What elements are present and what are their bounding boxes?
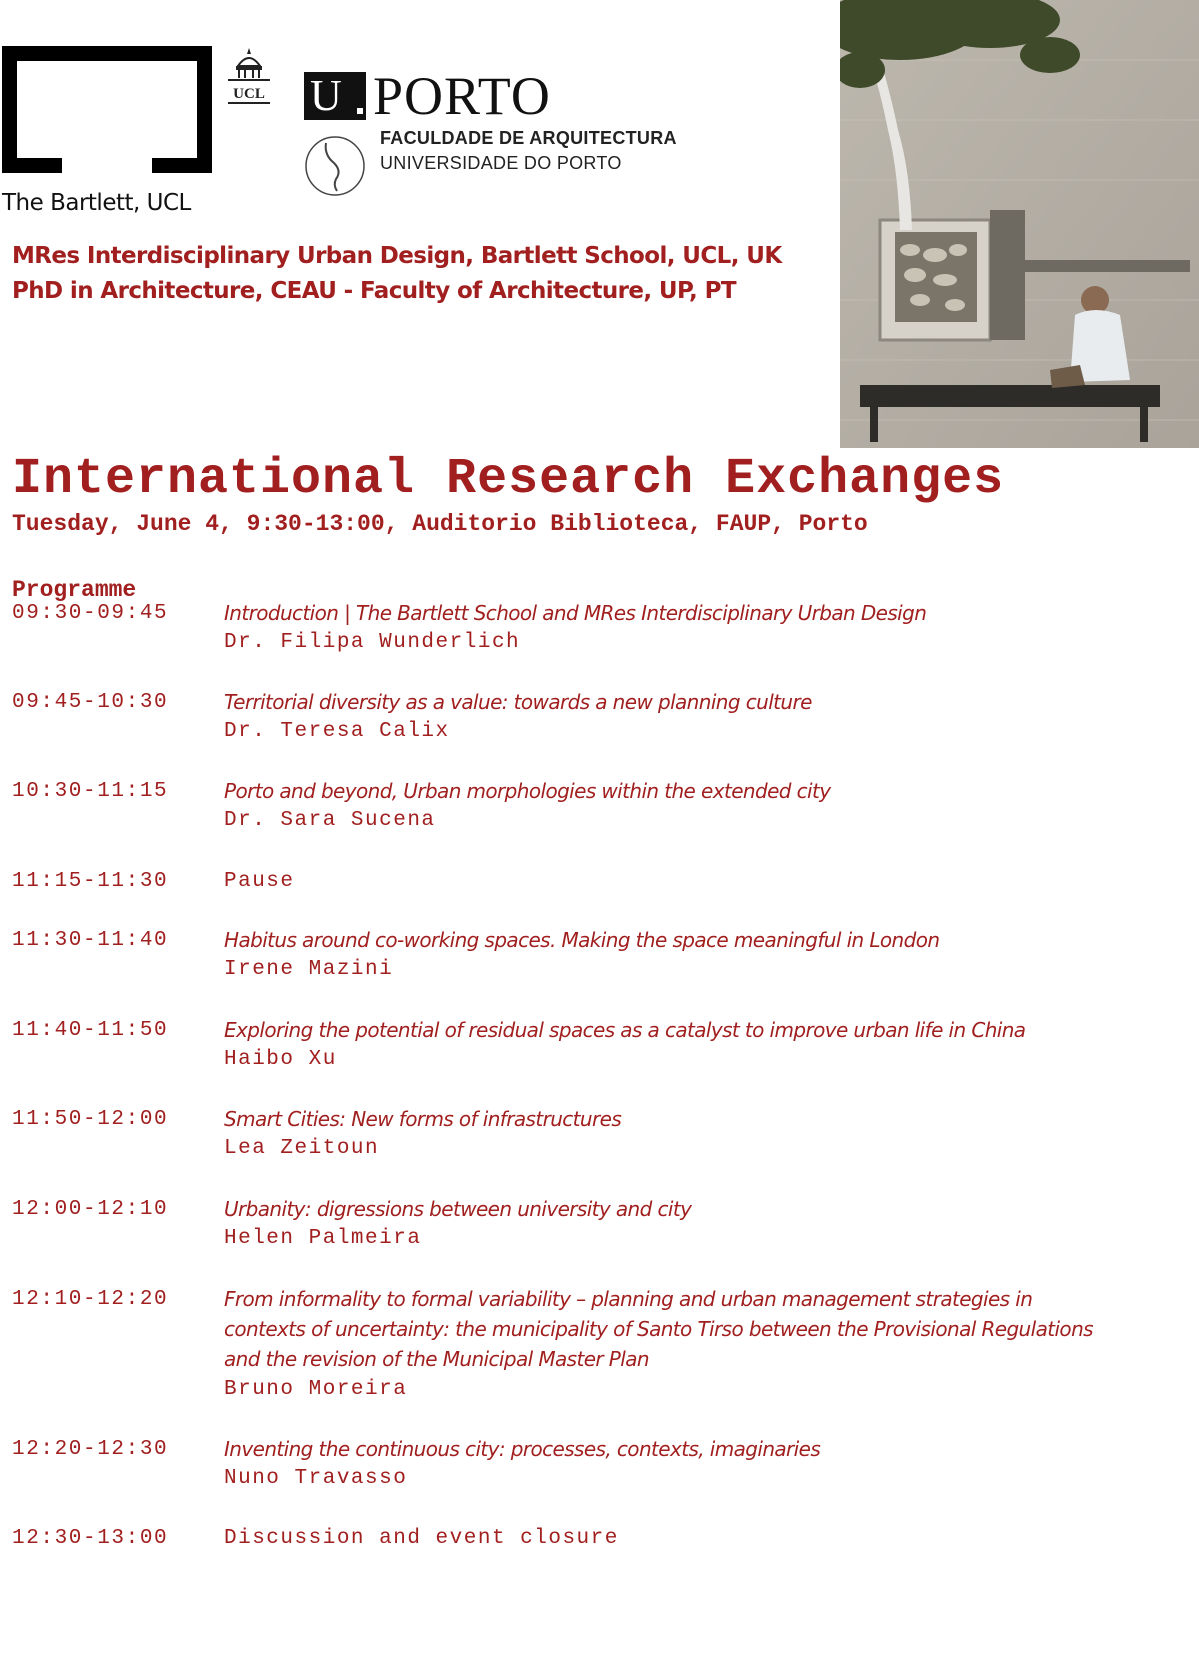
faup-emblem-icon xyxy=(304,135,366,197)
bartlett-caption: The Bartlett, UCL xyxy=(2,190,191,216)
speaker-name: Haibo Xu xyxy=(224,1048,337,1071)
speaker-name: Lea Zeitoun xyxy=(224,1137,380,1160)
university-name: UNIVERSIDADE DO PORTO xyxy=(380,153,622,173)
schedule-time: 12:30-13:00 xyxy=(12,1527,169,1550)
speaker-name: Irene Mazini xyxy=(224,958,394,981)
speaker-name: Nuno Travasso xyxy=(224,1467,408,1490)
schedule-time: 11:50-12:00 xyxy=(12,1108,169,1131)
talk-title: Introduction | The Bartlett School and MRes Interdisciplinary Urban Design xyxy=(224,601,927,625)
schedule-time: 12:00-12:10 xyxy=(12,1198,169,1221)
uporto-wordmark: PORTO xyxy=(373,66,551,126)
uporto-logo-box: U xyxy=(304,72,366,120)
ucl-logo xyxy=(220,46,278,108)
schedule-time: 11:15-11:30 xyxy=(12,870,169,893)
talk-title: Inventing the continuous city: processes, contexts, imaginaries xyxy=(224,1437,821,1461)
schedule-time: 12:10-12:20 xyxy=(12,1288,169,1311)
event-title: International Research Exchanges xyxy=(12,451,1005,508)
uporto-dot xyxy=(357,108,363,114)
ucl-mark-text: UCL xyxy=(233,86,265,102)
closure-label: Discussion and event closure xyxy=(224,1527,619,1550)
programme-line-2: PhD in Architecture, CEAU - Faculty of Architecture, UP, PT xyxy=(12,278,736,304)
schedule-time: 10:30-11:15 xyxy=(12,780,169,803)
talk-title: Porto and beyond, Urban morphologies within the extended city xyxy=(224,779,831,803)
event-subtitle: Tuesday, June 4, 9:30-13:00, Auditorio Biblioteca, FAUP, Porto xyxy=(12,511,868,537)
programme-heading: Programme xyxy=(12,577,137,603)
speaker-name: Helen Palmeira xyxy=(224,1227,422,1250)
bartlett-logo xyxy=(2,46,212,173)
plaza-photo xyxy=(840,0,1199,448)
schedule-time: 11:40-11:50 xyxy=(12,1019,169,1042)
faculty-name: FACULDADE DE ARQUITECTURA xyxy=(380,128,677,148)
schedule-time: 09:45-10:30 xyxy=(12,691,169,714)
programme-line-1: MRes Interdisciplinary Urban Design, Bartlett School, UCL, UK xyxy=(12,243,782,269)
schedule-time: 12:20-12:30 xyxy=(12,1438,169,1461)
schedule-time: 11:30-11:40 xyxy=(12,929,169,952)
speaker-name: Dr. Sara Sucena xyxy=(224,809,436,832)
talk-title: Habitus around co-working spaces. Making the space meaningful in London xyxy=(224,928,940,952)
speaker-name: Bruno Moreira xyxy=(224,1378,408,1401)
talk-title-line: From informality to formal variability – planning and urban management strategies in xyxy=(224,1287,1033,1311)
talk-title: Smart Cities: New forms of infrastructures xyxy=(224,1107,622,1131)
talk-title-line: contexts of uncertainty: the municipality of Santo Tirso between the Provisional Regulations xyxy=(224,1317,1093,1341)
speaker-name: Dr. Teresa Calix xyxy=(224,720,450,743)
schedule-time: 09:30-09:45 xyxy=(12,602,169,625)
talk-title-line: and the revision of the Municipal Master Plan xyxy=(224,1347,649,1371)
pause-label: Pause xyxy=(224,870,295,893)
talk-title: Exploring the potential of residual spaces as a catalyst to improve urban life in China xyxy=(224,1018,1026,1042)
talk-title: Urbanity: digressions between university and city xyxy=(224,1197,692,1221)
speaker-name: Dr. Filipa Wunderlich xyxy=(224,631,521,654)
talk-title: Territorial diversity as a value: towards a new planning culture xyxy=(224,690,812,714)
